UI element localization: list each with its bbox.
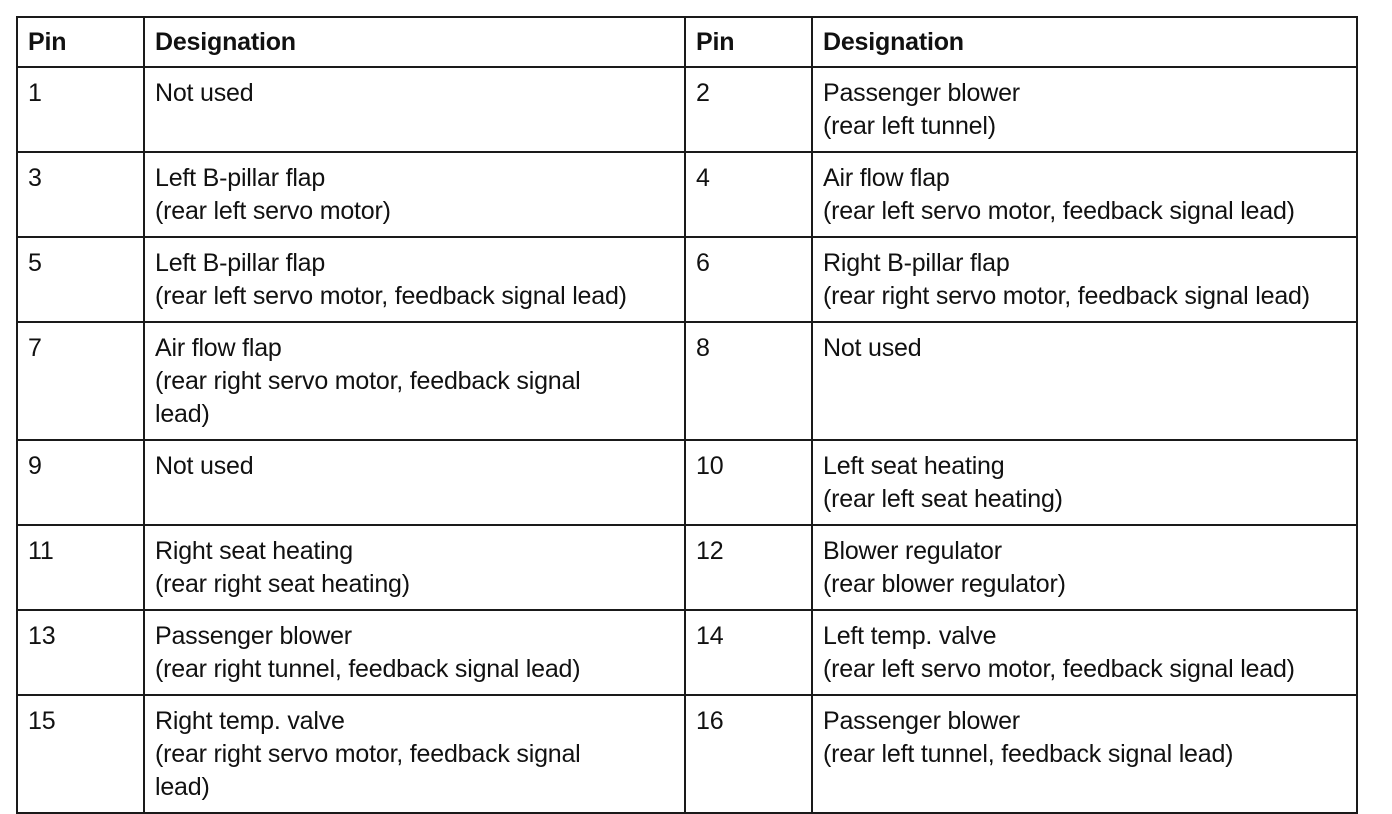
- pin-designation: [812, 525, 1357, 610]
- table-row: [17, 610, 1357, 695]
- designation-line: Air flow flap: [823, 164, 950, 192]
- header-designation-right: Designation: [812, 17, 1357, 67]
- designation-line: Air flow flap: [155, 334, 282, 362]
- designation-line: (rear left servo motor): [155, 197, 391, 225]
- pin-number: 4: [685, 152, 812, 237]
- designation-line: lead): [155, 400, 210, 428]
- header-pin-left: Pin: [17, 17, 144, 67]
- header-designation-left: Designation: [144, 17, 685, 67]
- designation-line: Not used: [155, 452, 254, 480]
- designation-line: Passenger blower: [823, 707, 1020, 735]
- pin-designation: [812, 695, 1357, 813]
- table-row: [17, 525, 1357, 610]
- table-row: [17, 152, 1357, 237]
- pin-designation: [812, 152, 1357, 237]
- table-row: [17, 237, 1357, 322]
- pin-number: 3: [17, 152, 144, 237]
- pin-assignment-table: [16, 16, 1358, 814]
- pin-number: 9: [17, 440, 144, 525]
- designation-line: (rear right servo motor, feedback signal: [155, 367, 581, 395]
- pin-designation: [144, 152, 685, 237]
- designation-line: (rear right servo motor, feedback signal lead): [823, 282, 1310, 310]
- pin-designation: [812, 610, 1357, 695]
- pin-number: 14: [685, 610, 812, 695]
- designation-line: Left temp. valve: [823, 622, 997, 650]
- pin-number: 13: [17, 610, 144, 695]
- designation-line: Passenger blower: [155, 622, 352, 650]
- designation-line: (rear left tunnel, feedback signal lead): [823, 740, 1234, 768]
- pin-designation: [812, 440, 1357, 525]
- pin-number: 1: [17, 67, 144, 152]
- designation-line: Left seat heating: [823, 452, 1005, 480]
- designation-line: Not used: [155, 79, 254, 107]
- pin-designation: [144, 610, 685, 695]
- pin-designation: [812, 322, 1357, 440]
- designation-line: Blower regulator: [823, 537, 1002, 565]
- designation-line: Not used: [823, 334, 922, 362]
- designation-line: (rear left servo motor, feedback signal lead): [823, 197, 1295, 225]
- pin-designation: [144, 67, 685, 152]
- designation-line: Right seat heating: [155, 537, 353, 565]
- pin-number: 5: [17, 237, 144, 322]
- table-row: [17, 695, 1357, 813]
- pin-designation: [144, 440, 685, 525]
- pin-number: 7: [17, 322, 144, 440]
- pin-number: 8: [685, 322, 812, 440]
- designation-line: Right temp. valve: [155, 707, 345, 735]
- designation-line: (rear blower regulator): [823, 570, 1066, 598]
- pin-number: 6: [685, 237, 812, 322]
- pin-designation: [144, 525, 685, 610]
- table-row: [17, 322, 1357, 440]
- designation-line: Left B-pillar flap: [155, 164, 326, 192]
- pin-number: 2: [685, 67, 812, 152]
- pin-designation: [812, 67, 1357, 152]
- designation-line: (rear right servo motor, feedback signal: [155, 740, 581, 768]
- pin-number: 10: [685, 440, 812, 525]
- pin-number: 12: [685, 525, 812, 610]
- pin-designation: [144, 695, 685, 813]
- designation-line: (rear left seat heating): [823, 485, 1063, 513]
- designation-line: (rear right seat heating): [155, 570, 410, 598]
- pin-number: 15: [17, 695, 144, 813]
- designation-line: Right B-pillar flap: [823, 249, 1010, 277]
- designation-line: (rear left servo motor, feedback signal lead): [155, 282, 627, 310]
- designation-line: (rear left servo motor, feedback signal lead): [823, 655, 1295, 683]
- designation-line: lead): [155, 773, 210, 801]
- designation-line: Passenger blower: [823, 79, 1020, 107]
- pin-designation: [144, 322, 685, 440]
- pin-designation: [812, 237, 1357, 322]
- pin-number: 11: [17, 525, 144, 610]
- pin-number: 16: [685, 695, 812, 813]
- table-row: [17, 67, 1357, 152]
- designation-line: (rear left tunnel): [823, 112, 996, 140]
- designation-line: Left B-pillar flap: [155, 249, 326, 277]
- table-header-row: [17, 17, 1357, 67]
- header-pin-right: Pin: [685, 17, 812, 67]
- table-row: [17, 440, 1357, 525]
- designation-line: (rear right tunnel, feedback signal lead): [155, 655, 581, 683]
- pin-designation: [144, 237, 685, 322]
